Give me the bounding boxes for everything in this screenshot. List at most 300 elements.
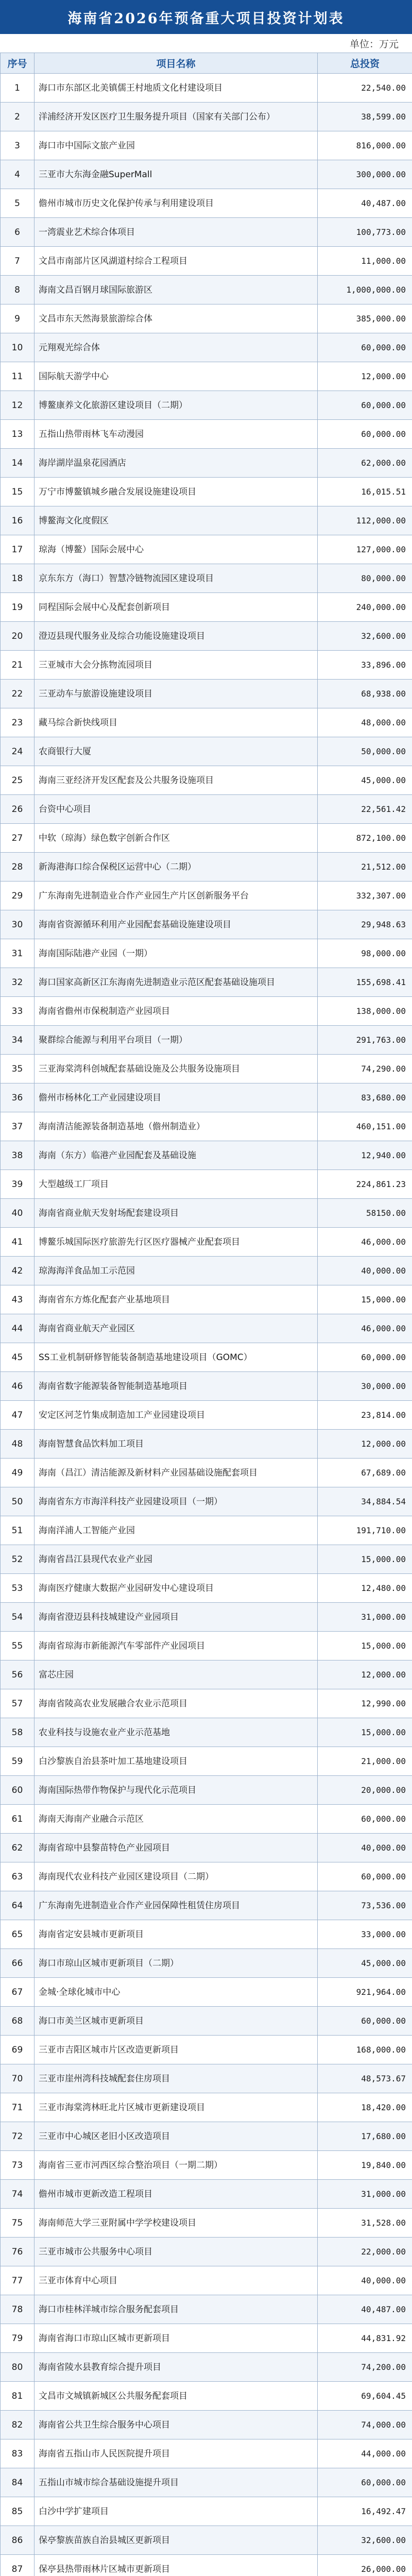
row-index: 4 [1, 160, 35, 189]
total-investment: 291,763.00 [318, 1026, 412, 1055]
project-name: 台资中心项目 [35, 795, 318, 824]
table-row [1, 1747, 412, 1776]
project-name: 博鳌康养文化旅游区建设项目（二期） [35, 391, 318, 420]
row-index: 64 [1, 1891, 35, 1920]
row-index: 20 [1, 622, 35, 651]
row-index: 75 [1, 2209, 35, 2238]
total-investment: 60,000.00 [318, 391, 412, 420]
row-index: 69 [1, 2036, 35, 2064]
table-row [1, 622, 412, 651]
total-investment: 60,000.00 [318, 333, 412, 362]
row-index: 60 [1, 1776, 35, 1805]
total-investment: 31,528.00 [318, 2209, 412, 2238]
total-investment: 31,000.00 [318, 2180, 412, 2209]
project-table [0, 53, 412, 2576]
table-row [1, 1430, 412, 1459]
project-name: 大型越级工厂项目 [35, 1170, 318, 1199]
row-index: 18 [1, 564, 35, 593]
table-row [1, 1199, 412, 1228]
header-index: 序号 [1, 53, 35, 74]
total-investment: 33,896.00 [318, 651, 412, 680]
row-index: 53 [1, 1574, 35, 1603]
project-name: 海南省海口市琼山区城市更新项目 [35, 2324, 318, 2353]
row-index: 58 [1, 1718, 35, 1747]
project-name: 海口市桂林洋城市综合服务配套项目 [35, 2295, 318, 2324]
row-index: 12 [1, 391, 35, 420]
total-investment: 22,540.00 [318, 74, 412, 103]
total-investment: 38,599.00 [318, 103, 412, 131]
project-name: 海南省昌江县现代农业产业园 [35, 1545, 318, 1574]
header-amount: 总投资 [318, 53, 412, 74]
row-index: 77 [1, 2266, 35, 2295]
total-investment: 12,000.00 [318, 362, 412, 391]
total-investment: 816,000.00 [318, 131, 412, 160]
project-name: 海南洋浦人工智能产业园 [35, 1516, 318, 1545]
project-name: 海南师范大学三亚附属中学学校建设项目 [35, 2209, 318, 2238]
project-name: 京东东方（海口）智慧冷链物流园区建设项目 [35, 564, 318, 593]
row-index: 42 [1, 1257, 35, 1285]
project-name: 海南省东方炼化配套产业基地项目 [35, 1285, 318, 1314]
total-investment: 60,000.00 [318, 420, 412, 449]
table-row [1, 1459, 412, 1487]
project-name: 儋州市城市历史文化保护传承与利用建设项目 [35, 189, 318, 218]
total-investment: 12,000.00 [318, 1660, 412, 1689]
project-name: 新海港海口综合保税区运营中心（二期） [35, 853, 318, 882]
table-row [1, 1805, 412, 1834]
project-name: 藏马综合新快线项目 [35, 708, 318, 737]
project-name: 博鳌乐城国际医疗旅游先行区医疗器械产业配套项目 [35, 1228, 318, 1257]
project-name: 白沙黎族自治县茶叶加工基地建设项目 [35, 1747, 318, 1776]
table-row [1, 1314, 412, 1343]
project-name: 安定区河芝竹集成制造加工产业园建设项目 [35, 1401, 318, 1430]
table-row [1, 910, 412, 939]
row-index: 36 [1, 1083, 35, 1112]
row-index: 22 [1, 680, 35, 708]
table-row [1, 2036, 412, 2064]
table-row [1, 247, 412, 276]
total-investment: 98,000.00 [318, 939, 412, 968]
project-name: 海南国际陆港产业园（一期） [35, 939, 318, 968]
table-row [1, 362, 412, 391]
project-name: 元翔观光综合体 [35, 333, 318, 362]
table-row [1, 478, 412, 506]
table-row [1, 189, 412, 218]
total-investment: 60,000.00 [318, 1343, 412, 1372]
project-name: 文昌市南部片区风湖道村综合工程项目 [35, 247, 318, 276]
row-index: 70 [1, 2064, 35, 2093]
table-row [1, 2382, 412, 2411]
row-index: 38 [1, 1141, 35, 1170]
total-investment: 40,000.00 [318, 1834, 412, 1862]
table-row [1, 1285, 412, 1314]
project-name: 海南省东方市海洋科技产业园建设项目（一期） [35, 1487, 318, 1516]
table-row [1, 651, 412, 680]
table-row [1, 2411, 412, 2439]
total-investment: 46,000.00 [318, 1314, 412, 1343]
row-index: 32 [1, 968, 35, 997]
row-index: 76 [1, 2238, 35, 2266]
project-name: 澄迈县现代服务业及综合功能设施建设项目 [35, 622, 318, 651]
table-row [1, 1372, 412, 1401]
project-name: 三亚市海棠湾林旺北片区城市更新建设项目 [35, 2093, 318, 2122]
total-investment: 332,307.00 [318, 882, 412, 910]
table-row [1, 160, 412, 189]
total-investment: 23,814.00 [318, 1401, 412, 1430]
table-row [1, 737, 412, 766]
project-name: 五指山市城市综合基础设施提升项目 [35, 2468, 318, 2497]
total-investment: 44,831.92 [318, 2324, 412, 2353]
total-investment: 138,000.00 [318, 997, 412, 1026]
project-name: 海南省商业航天发射场配套建设项目 [35, 1199, 318, 1228]
project-name: 三亚动车与旅游设施建设项目 [35, 680, 318, 708]
row-index: 39 [1, 1170, 35, 1199]
total-investment: 240,000.00 [318, 593, 412, 622]
total-investment: 921,964.00 [318, 1978, 412, 2007]
total-investment: 127,000.00 [318, 535, 412, 564]
project-name: 儋州市城市更新改造工程项目 [35, 2180, 318, 2209]
document-title: 海南省2026年预备重大项目投资计划表 [0, 0, 412, 34]
table-row [1, 2064, 412, 2093]
total-investment: 31,000.00 [318, 1603, 412, 1632]
total-investment: 48,573.67 [318, 2064, 412, 2093]
project-name: 农商银行大厦 [35, 737, 318, 766]
total-investment: 58150.00 [318, 1199, 412, 1228]
row-index: 17 [1, 535, 35, 564]
total-investment: 21,000.00 [318, 1747, 412, 1776]
project-name: 海南省陵水县教育综合提升项目 [35, 2353, 318, 2382]
table-row [1, 1055, 412, 1083]
row-index: 19 [1, 593, 35, 622]
total-investment: 15,000.00 [318, 1285, 412, 1314]
table-row [1, 766, 412, 795]
project-name: 三亚市体育中心项目 [35, 2266, 318, 2295]
total-investment: 15,000.00 [318, 1632, 412, 1660]
row-index: 14 [1, 449, 35, 478]
total-investment: 45,000.00 [318, 766, 412, 795]
row-index: 86 [1, 2526, 35, 2555]
table-row [1, 449, 412, 478]
project-name: 海南省定安县城市更新项目 [35, 1920, 318, 1949]
table-row [1, 939, 412, 968]
row-index: 35 [1, 1055, 35, 1083]
row-index: 40 [1, 1199, 35, 1228]
table-row [1, 708, 412, 737]
project-name: 海南省五指山市人民医院提升项目 [35, 2439, 318, 2468]
table-row [1, 131, 412, 160]
unit-label: 单位：万元 [349, 38, 399, 50]
project-name: 一湾震业艺术综合体项目 [35, 218, 318, 247]
table-row [1, 2555, 412, 2576]
table-row [1, 1632, 412, 1660]
total-investment: 30,000.00 [318, 1372, 412, 1401]
total-investment: 83,680.00 [318, 1083, 412, 1112]
total-investment: 20,000.00 [318, 1776, 412, 1805]
project-name: 五指山热带雨林飞车动漫园 [35, 420, 318, 449]
table-row [1, 882, 412, 910]
table-row [1, 2209, 412, 2238]
row-index: 56 [1, 1660, 35, 1689]
project-name: 金城·全球化城市中心 [35, 1978, 318, 2007]
table-row [1, 2497, 412, 2526]
total-investment: 1,000,000.00 [318, 276, 412, 304]
row-index: 6 [1, 218, 35, 247]
project-name: 聚群综合能源与利用平台项目（一期） [35, 1026, 318, 1055]
table-row [1, 420, 412, 449]
project-name: 三亚市崖州湾科技城配套住房项目 [35, 2064, 318, 2093]
row-index: 65 [1, 1920, 35, 1949]
table-row [1, 680, 412, 708]
total-investment: 22,561.42 [318, 795, 412, 824]
project-name: 海南医疗健康大数据产业园研发中心建设项目 [35, 1574, 318, 1603]
total-investment: 60,000.00 [318, 1862, 412, 1891]
total-investment: 68,938.00 [318, 680, 412, 708]
row-index: 23 [1, 708, 35, 737]
row-index: 67 [1, 1978, 35, 2007]
row-index: 52 [1, 1545, 35, 1574]
project-name: 海南省商业航天产业园区 [35, 1314, 318, 1343]
table-row [1, 853, 412, 882]
table-row [1, 2526, 412, 2555]
table-row [1, 2439, 412, 2468]
total-investment: 48,000.00 [318, 708, 412, 737]
total-investment: 46,000.00 [318, 1228, 412, 1257]
table-row [1, 2468, 412, 2497]
row-index: 87 [1, 2555, 35, 2576]
table-row [1, 333, 412, 362]
row-index: 79 [1, 2324, 35, 2353]
table-header-row [1, 53, 412, 74]
row-index: 28 [1, 853, 35, 882]
table-row [1, 1718, 412, 1747]
table-row [1, 1228, 412, 1257]
row-index: 54 [1, 1603, 35, 1632]
row-index: 80 [1, 2353, 35, 2382]
row-index: 10 [1, 333, 35, 362]
row-index: 71 [1, 2093, 35, 2122]
project-name: 海口市东部区北美镇儒王村地质文化村建设项目 [35, 74, 318, 103]
project-name: 海南现代农业科技产业园区建设项目（二期） [35, 1862, 318, 1891]
project-name: 海南（昌江）清洁能源及新材料产业园基础设施配套项目 [35, 1459, 318, 1487]
project-name: 三亚市城市公共服务中心项目 [35, 2238, 318, 2266]
row-index: 11 [1, 362, 35, 391]
total-investment: 460,151.00 [318, 1112, 412, 1141]
total-investment: 12,940.00 [318, 1141, 412, 1170]
table-row [1, 74, 412, 103]
row-index: 45 [1, 1343, 35, 1372]
row-index: 66 [1, 1949, 35, 1978]
row-index: 46 [1, 1372, 35, 1401]
row-index: 34 [1, 1026, 35, 1055]
total-investment: 12,000.00 [318, 1430, 412, 1459]
row-index: 47 [1, 1401, 35, 1430]
table-row [1, 1545, 412, 1574]
table-row [1, 1834, 412, 1862]
table-row [1, 103, 412, 131]
total-investment: 73,536.00 [318, 1891, 412, 1920]
table-row [1, 1660, 412, 1689]
row-index: 5 [1, 189, 35, 218]
project-name: 白沙中学扩建项目 [35, 2497, 318, 2526]
row-index: 74 [1, 2180, 35, 2209]
total-investment: 50,000.00 [318, 737, 412, 766]
table-row [1, 1516, 412, 1545]
table-row [1, 824, 412, 853]
row-index: 85 [1, 2497, 35, 2526]
row-index: 9 [1, 304, 35, 333]
project-name: 农业科技与设施农业产业示范基地 [35, 1718, 318, 1747]
row-index: 63 [1, 1862, 35, 1891]
project-name: 三亚市中心城区老旧小区改造项目 [35, 2122, 318, 2151]
table-row [1, 1112, 412, 1141]
project-name: 海南省资源循环利用产业园配套基础设施建设项目 [35, 910, 318, 939]
total-investment: 67,689.00 [318, 1459, 412, 1487]
total-investment: 16,015.51 [318, 478, 412, 506]
row-index: 2 [1, 103, 35, 131]
row-index: 27 [1, 824, 35, 853]
row-index: 24 [1, 737, 35, 766]
total-investment: 60,000.00 [318, 2007, 412, 2036]
total-investment: 168,000.00 [318, 2036, 412, 2064]
table-row [1, 218, 412, 247]
table-row [1, 564, 412, 593]
row-index: 50 [1, 1487, 35, 1516]
table-row [1, 1257, 412, 1285]
table-row [1, 1920, 412, 1949]
row-index: 61 [1, 1805, 35, 1834]
row-index: 82 [1, 2411, 35, 2439]
row-index: 8 [1, 276, 35, 304]
project-name: 文昌市文城镇新城区公共服务配套项目 [35, 2382, 318, 2411]
total-investment: 44,000.00 [318, 2439, 412, 2468]
project-name: 保亭黎族苗族自治县城区更新项目 [35, 2526, 318, 2555]
project-name: 海南天海南产业融合示范区 [35, 1805, 318, 1834]
row-index: 21 [1, 651, 35, 680]
project-name: 琼海海洋食品加工示范园 [35, 1257, 318, 1285]
project-name: 儋州市杨林化工产业园建设项目 [35, 1083, 318, 1112]
table-row [1, 1343, 412, 1372]
total-investment: 17,680.00 [318, 2122, 412, 2151]
total-investment: 16,492.47 [318, 2497, 412, 2526]
project-name: 海口市琼山区城市更新项目（二期） [35, 1949, 318, 1978]
table-row [1, 1574, 412, 1603]
total-investment: 69,604.45 [318, 2382, 412, 2411]
project-name: 广东海南先进制造业合作产业园保障性租赁住房项目 [35, 1891, 318, 1920]
table-row [1, 2007, 412, 2036]
row-index: 31 [1, 939, 35, 968]
table-row [1, 2295, 412, 2324]
row-index: 48 [1, 1430, 35, 1459]
row-index: 83 [1, 2439, 35, 2468]
row-index: 68 [1, 2007, 35, 2036]
row-index: 1 [1, 74, 35, 103]
project-name: 三亚市吉阳区城市片区改造更新项目 [35, 2036, 318, 2064]
row-index: 81 [1, 2382, 35, 2411]
project-name: 海岸湖岸温泉花园酒店 [35, 449, 318, 478]
project-name: 海南智慧食品饮料加工项目 [35, 1430, 318, 1459]
total-investment: 12,480.00 [318, 1574, 412, 1603]
total-investment: 29,948.63 [318, 910, 412, 939]
table-row [1, 1401, 412, 1430]
row-index: 7 [1, 247, 35, 276]
table-row [1, 1689, 412, 1718]
table-row [1, 506, 412, 535]
row-index: 57 [1, 1689, 35, 1718]
table-row [1, 2266, 412, 2295]
row-index: 62 [1, 1834, 35, 1862]
table-row [1, 2122, 412, 2151]
project-name: 洋浦经济开发区医疗卫生服务提升项目（国家有关部门公布） [35, 103, 318, 131]
table-row [1, 1949, 412, 1978]
table-row [1, 2238, 412, 2266]
table-row [1, 1141, 412, 1170]
total-investment: 300,000.00 [318, 160, 412, 189]
total-investment: 40,000.00 [318, 1257, 412, 1285]
row-index: 72 [1, 2122, 35, 2151]
total-investment: 100,773.00 [318, 218, 412, 247]
total-investment: 155,698.41 [318, 968, 412, 997]
table-row [1, 997, 412, 1026]
project-name: 文昌市东天然海景旅游综合体 [35, 304, 318, 333]
total-investment: 11,000.00 [318, 247, 412, 276]
row-index: 16 [1, 506, 35, 535]
total-investment: 224,861.23 [318, 1170, 412, 1199]
table-row [1, 1776, 412, 1805]
project-name: 保亭县热带雨林片区城市更新项目 [35, 2555, 318, 2576]
total-investment: 32,600.00 [318, 622, 412, 651]
table-body [1, 74, 412, 2576]
project-name: 博鳌海文化度假区 [35, 506, 318, 535]
project-name: 海口市美兰区城市更新项目 [35, 2007, 318, 2036]
row-index: 44 [1, 1314, 35, 1343]
project-name: 海南省三亚市河西区综合整治项目（一期二期） [35, 2151, 318, 2180]
table-row [1, 593, 412, 622]
total-investment: 385,000.00 [318, 304, 412, 333]
table-row [1, 1170, 412, 1199]
total-investment: 15,000.00 [318, 1545, 412, 1574]
table-row [1, 391, 412, 420]
table-row [1, 1891, 412, 1920]
project-name: 三亚市大东海金融SuperMall [35, 160, 318, 189]
row-index: 73 [1, 2151, 35, 2180]
project-name: 中软（琼海）绿色数字创新合作区 [35, 824, 318, 853]
total-investment: 80,000.00 [318, 564, 412, 593]
table-row [1, 2353, 412, 2382]
table-row [1, 1026, 412, 1055]
project-name: 海口市中国际文旅产业园 [35, 131, 318, 160]
total-investment: 74,200.00 [318, 2353, 412, 2382]
total-investment: 34,884.54 [318, 1487, 412, 1516]
project-name: 海南省琼海市新能源汽车零部件产业园项目 [35, 1632, 318, 1660]
table-row [1, 795, 412, 824]
row-index: 49 [1, 1459, 35, 1487]
row-index: 15 [1, 478, 35, 506]
row-index: 26 [1, 795, 35, 824]
project-name: 海南清洁能源装备制造基地（儋州制造业） [35, 1112, 318, 1141]
project-name: 海南省琼中县黎苗特色产业园项目 [35, 1834, 318, 1862]
row-index: 29 [1, 882, 35, 910]
project-name: 同程国际会展中心及配套创新项目 [35, 593, 318, 622]
total-investment: 26,000.00 [318, 2555, 412, 2576]
total-investment: 872,100.00 [318, 824, 412, 853]
table-row [1, 1862, 412, 1891]
total-investment: 15,000.00 [318, 1718, 412, 1747]
total-investment: 60,000.00 [318, 2468, 412, 2497]
project-name: 广东海南先进制造业合作产业园生产片区创新服务平台 [35, 882, 318, 910]
table-row [1, 1083, 412, 1112]
row-index: 78 [1, 2295, 35, 2324]
table-row [1, 535, 412, 564]
total-investment: 60,000.00 [318, 1805, 412, 1834]
